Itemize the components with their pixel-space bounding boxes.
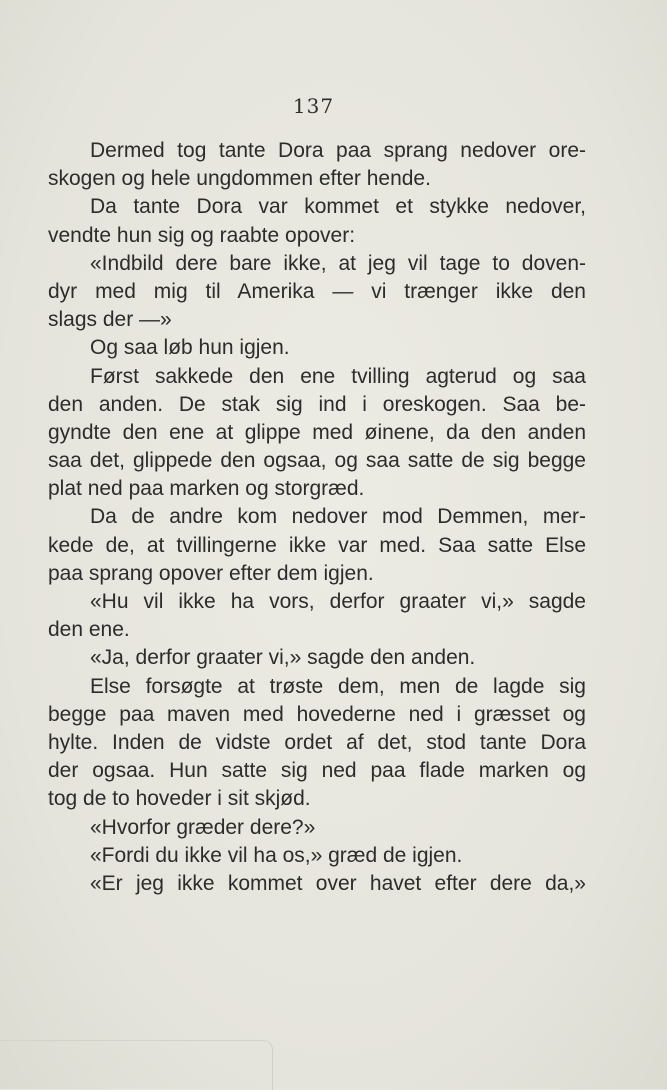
text-line: «Indbild dere bare ikke, at jeg vil tage to doven- [90, 251, 586, 275]
body-text [48, 137, 586, 898]
text-line: gyndte den ene at glippe med øinene, da den anden [48, 420, 586, 444]
page-edge-mark [0, 1040, 273, 1090]
page-number: 137 [292, 94, 335, 118]
text-line: den anden. De stak sig ind i oreskogen. Saa be- [48, 392, 586, 416]
text-line: vendte hun sig og raabte opover: [48, 223, 356, 247]
text-line: skogen og hele ungdommen efter hende. [48, 167, 431, 191]
text-line: dyr med mig til Amerika — vi trænger ikke den [48, 279, 586, 303]
text-line: Og saa løb hun igjen. [90, 336, 290, 360]
text-line: «Er jeg ikke kommet over havet efter dere da,» [90, 871, 586, 895]
text-line: «Hu vil ikke ha vors, derfor graater vi,» sagde [90, 590, 586, 613]
text-line: Da tante Dora var kommet et stykke nedover, [90, 195, 586, 219]
text-line: den ene. [48, 618, 130, 642]
text-line: «Fordi du ikke vil ha os,» græd de igjen. [90, 843, 463, 867]
text-line: begge paa maven med hovederne ned i græsset og [48, 702, 586, 726]
text-line: plat ned paa marken og storgræd. [48, 477, 365, 501]
text-line: kede de, at tvillingerne ikke var med. Saa satte Else [48, 533, 586, 557]
text-line: saa det, glippede den ogsaa, og saa satte de sig begge [48, 449, 586, 473]
text-line: paa sprang opover efter dem igjen. [48, 561, 374, 585]
text-line: hylte. Inden de vidste ordet af det, stod tante Dora [48, 730, 586, 754]
text-line: «Ja, derfor graater vi,» sagde den anden. [90, 646, 476, 670]
text-line: der ogsaa. Hun satte sig ned paa flade marken og [48, 759, 586, 783]
text-line: Da de andre kom nedover mod Demmen, mer- [90, 505, 586, 529]
text-line: tog de to hoveder i sit skjød. [48, 787, 311, 811]
text-line: Dermed tog tante Dora paa sprang nedover ore- [90, 139, 586, 162]
text-line: slags der —» [48, 308, 172, 332]
text-line: Else forsøgte at trøste dem, men de lagde sig [90, 674, 586, 698]
text-line: Først sakkede den ene tvilling agterud og saa [90, 364, 586, 388]
text-line: «Hvorfor græder dere?» [90, 815, 316, 839]
